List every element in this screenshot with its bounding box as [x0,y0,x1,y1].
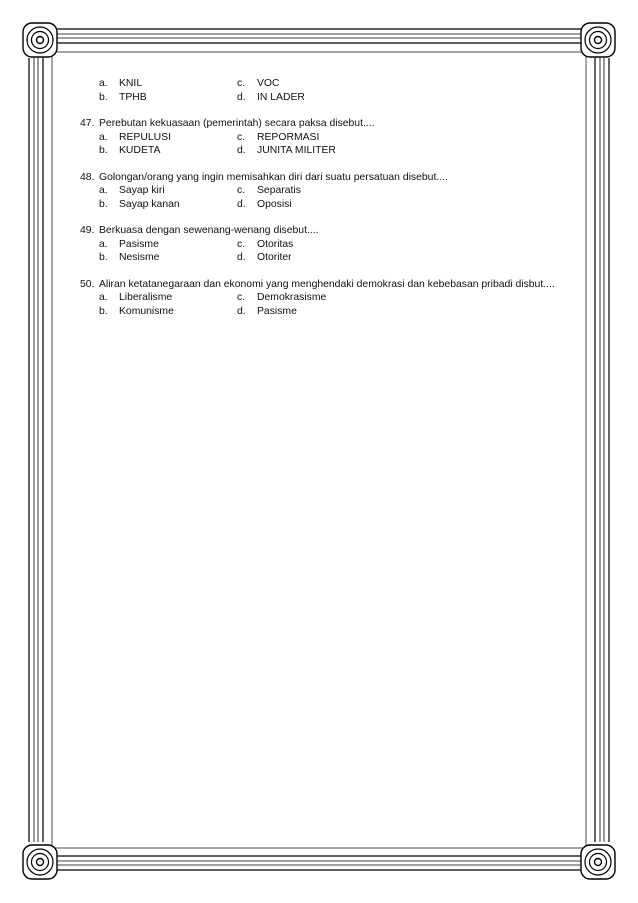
option-letter: b. [99,145,108,156]
option-letter: d. [237,198,246,210]
option [237,305,375,319]
option-text: VOC [257,78,280,89]
option-row [99,291,562,305]
question-number: 50. [80,278,95,290]
option-text: Sayap kiri [119,185,165,196]
option-text: Separatis [257,185,301,196]
option [99,144,237,158]
option [237,77,375,91]
question-text: Aliran ketatanegaraan dan ekonomi yang menghendaki demokrasi dan kebebasan pribadi disbut.... [99,278,555,290]
option-letter: c. [237,131,246,143]
option [99,198,237,212]
option-text: Pasisme [119,238,159,250]
option-letter: a. [99,131,108,143]
option [237,198,375,212]
option-row [99,91,562,105]
option-text: Otoritas [257,238,294,250]
option-row [99,131,562,145]
option-text: KNIL [119,78,143,89]
option-letter: d. [237,91,246,103]
option-letter: b. [99,198,108,210]
option-letter: c. [237,185,246,196]
option-row [99,238,562,252]
question-number: 47. [80,118,95,129]
option [99,305,237,319]
option [237,91,375,105]
option-letter: c. [237,238,246,250]
option-text: Oposisi [257,198,292,210]
option [237,291,375,305]
question-48 [80,171,562,212]
option [99,291,237,305]
option-text: Sayap kanan [119,198,180,210]
option-text: KUDETA [119,145,161,156]
option-letter: a. [99,78,108,89]
continued-options [80,77,562,104]
option [99,251,237,265]
option-text: JUNITA MILITER [257,145,336,156]
option [99,91,237,105]
option-letter: b. [99,91,108,103]
quiz-content [80,77,562,331]
question-options [80,238,562,265]
option [237,251,375,265]
option-row [99,305,562,319]
option-letter: b. [99,305,108,317]
option-text: TPHB [119,91,147,103]
question-49 [80,224,562,265]
option-text: Demokrasisme [257,292,327,303]
question-options [80,291,562,318]
option-letter: c. [237,78,246,89]
option-letter: d. [237,305,246,317]
option-letter: d. [237,145,246,156]
option-letter: b. [99,252,108,263]
question-47 [80,117,562,158]
option-letter: a. [99,292,108,303]
option-text: Otoriter [257,252,292,263]
option [237,131,375,145]
option-row [99,144,562,158]
option [99,238,237,252]
option-text: IN LADER [257,91,305,103]
question-50 [80,278,562,319]
question-options [80,184,562,211]
question-text: Perebutan kekuasaan (pemerintah) secara paksa disebut.... [99,118,375,129]
option [99,77,237,91]
question-number: 49. [80,225,95,236]
option-text: REPULUSI [119,131,171,143]
option-row [99,198,562,212]
option-row [99,77,562,91]
option-row [99,251,562,265]
option [237,238,375,252]
option-letter: d. [237,252,246,263]
question-options [80,131,562,158]
question-text: Berkuasa dengan sewenang-wenang disebut.... [99,225,319,236]
option-text: Nesisme [119,252,160,263]
option-letter: a. [99,238,108,250]
option-letter: c. [237,292,246,303]
option [237,184,375,198]
option-text: Komunisme [119,305,174,317]
option [99,131,237,145]
option-letter: a. [99,185,108,196]
option-text: REPORMASI [257,131,320,143]
question-number: 48. [80,171,95,183]
option [99,184,237,198]
option [237,144,375,158]
option-text: Pasisme [257,305,297,317]
option-text: Liberalisme [119,292,173,303]
question-text: Golongan/orang yang ingin memisahkan diri dari suatu persatuan disebut.... [99,171,448,183]
option-row [99,184,562,198]
